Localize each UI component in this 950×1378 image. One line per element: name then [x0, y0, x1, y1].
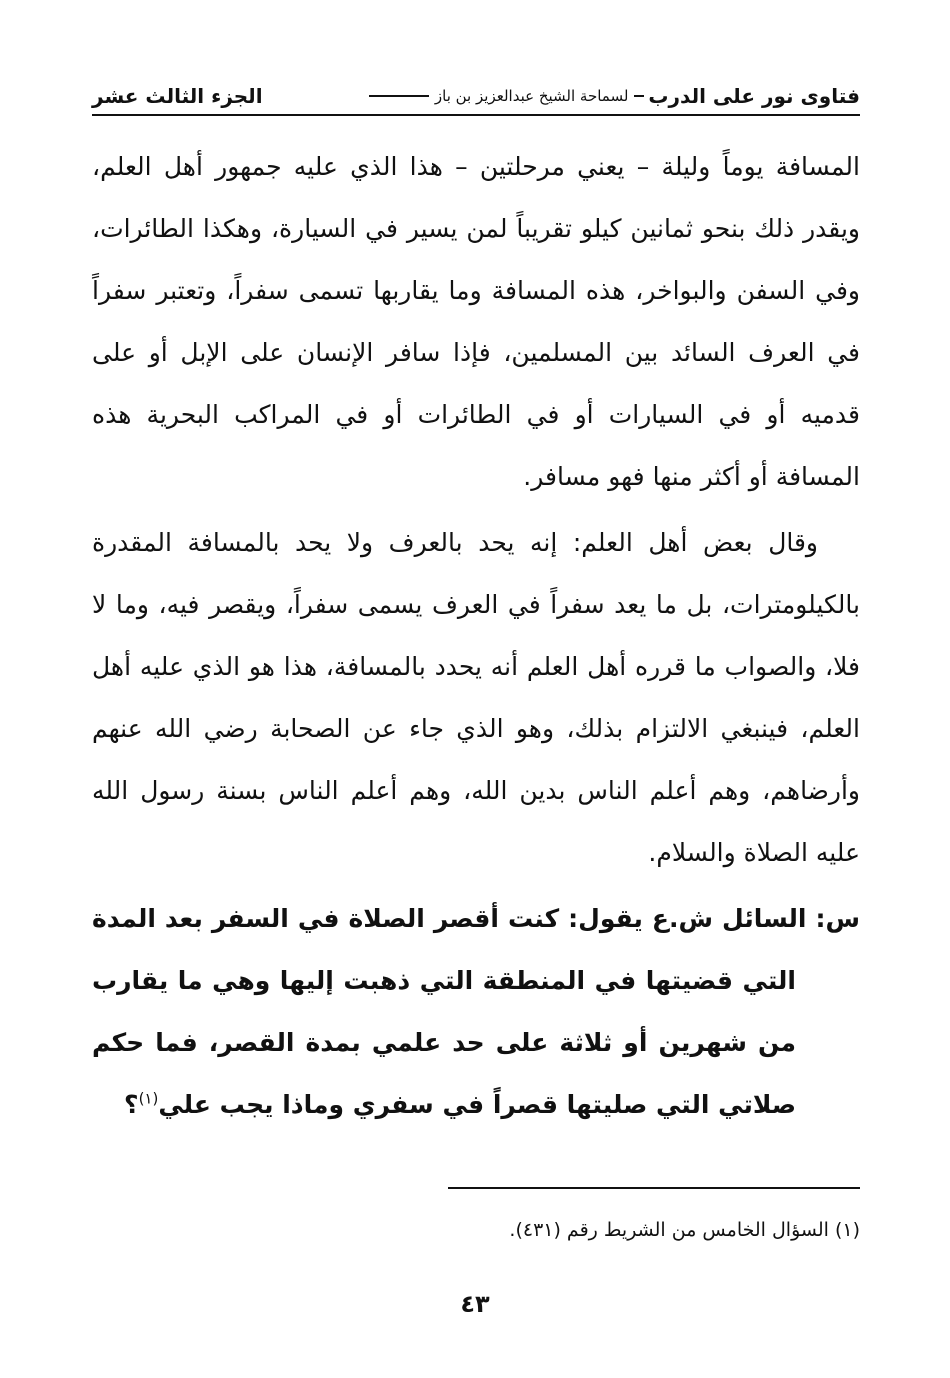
footnote: (١) السؤال الخامس من الشريط رقم (٤٣١).	[509, 1219, 860, 1241]
page-number: ٤٣	[460, 1290, 490, 1318]
body-text	[92, 136, 860, 1136]
question-mark: ؟	[124, 1090, 139, 1119]
question-paragraph	[92, 888, 860, 1136]
header-title-group	[363, 84, 860, 108]
book-title: فتاوى نور على الدرب	[648, 84, 860, 108]
question-text: س: السائل ش.ع يقول: كنت أقصر الصلاة في السفر بعد المدة التي قضيتها في المنطقة التي ذهبت إليها وهي ما يقارب من شهرين أو ثلاثة على حد علمي بمدة القصر، فما حكم صلاتي التي صليتها قصراً في سفري وماذا يجب علي	[92, 904, 860, 1119]
author-name: لسماحة الشيخ عبدالعزيز بن باز	[434, 87, 629, 105]
paragraph: المسافة يوماً وليلة – يعني مرحلتين – هذا الذي عليه جمهور أهل العلم، ويقدر ذلك بنحو ثمانين كيلو تقريباً لمن يسير في السيارة، وهكذا الطائرات، وفي السفن والبواخر، هذه المسافة وما يقاربها تسمى سفراً، وتعتبر سفراً في العرف السائد بين المسلمين، فإذا سافر الإنسان على الإبل أو على قدميه أو في السيارات أو في الطائرات أو في المراكب البحرية هذه المسافة أو أكثر منها فهو مسافر.	[92, 152, 860, 491]
footnote-reference: (١)	[138, 1089, 159, 1108]
paragraph: وقال بعض أهل العلم: إنه يحد بالعرف ولا يحد بالمسافة المقدرة بالكيلومترات، بل ما يعد سفراً في العرف يسمى سفراً، ويقصر فيه، وما لا فلا، والصواب ما قرره أهل العلم أنه يحدد بالمسافة، هذا هو الذي عليه أهل العلم، فينبغي الالتزام بذلك، وهو الذي جاء عن الصحابة رضي الله عنهم وأرضاهم، وهم أعلم الناس بدين الله، وهم أعلم الناس بسنة رسول الله عليه الصلاة والسلام.	[92, 528, 860, 867]
running-header	[92, 78, 860, 116]
volume-label: الجزء الثالث عشر	[92, 84, 263, 108]
header-rule	[369, 95, 429, 97]
header-dash	[634, 95, 644, 97]
footnote-divider	[448, 1187, 860, 1189]
